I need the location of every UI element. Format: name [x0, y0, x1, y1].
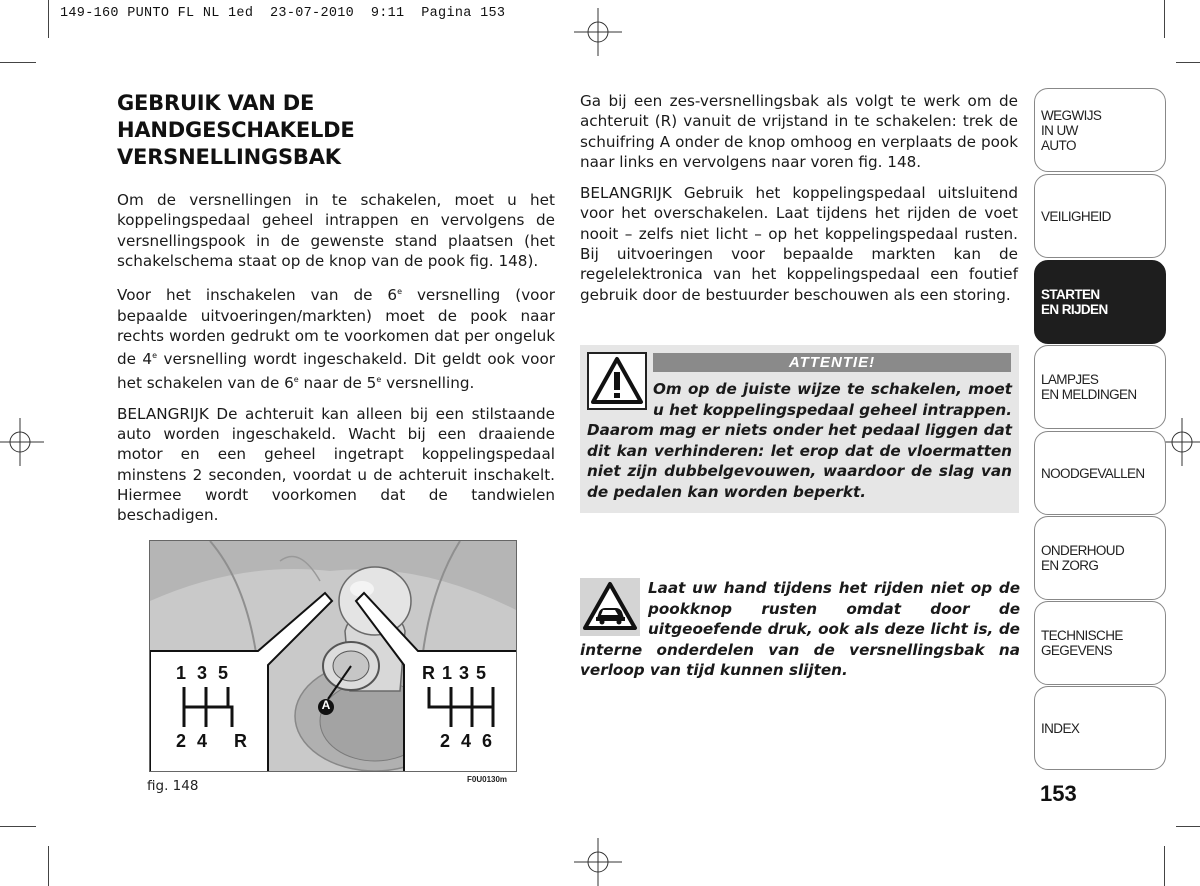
gear-pattern-left-bottom: 2 4 R — [176, 731, 251, 751]
paragraph: BELANGRIJK Gebruik het koppelingspedaal uitsluitend voor het overschakelen. Laat tijdens het rijden de voet nooit – zelfs niet licht – op het koppelingspedaal rusten. Bij uitvoeringen voor bepaalde markten kan de regelelektronica van het koppelingspedaal een foutief gebruik door de bestuurder beschouwen als een storing. — [580, 184, 1018, 304]
caution-text: Laat uw hand tijdens het rijden niet op de pookknop rusten omdat door de uitgeoefende druk, ook als deze licht is, de interne onderdelen van de versnellingsbak na verloop van tijd kunnen slijten. — [580, 579, 1020, 680]
gear-pattern-right-top: R 1 3 5 — [422, 663, 488, 683]
title-line: GEBRUIK VAN DE — [117, 91, 315, 115]
paragraph: Om de versnellingen in te schakelen, moet u het koppelingspedaal geheel intrappen en vervolgens de versnellingspook in de gewenste stand plaatsen (het schakelschema staat op de knop van de pook fig. 148). — [117, 191, 555, 270]
figure-code: F0U0130m — [467, 775, 508, 784]
gear-pattern-left-top: 1 3 5 — [176, 663, 232, 683]
tab-onderhoud-en-zorg[interactable]: ONDERHOUD EN ZORG — [1034, 516, 1166, 600]
registration-mark-left — [0, 418, 44, 466]
gear-shift-figure — [149, 540, 517, 772]
attention-box — [580, 345, 1019, 513]
trim-line — [1164, 0, 1165, 38]
registration-mark-top — [574, 8, 622, 56]
tab-noodgevallen[interactable]: NOODGEVALLEN — [1034, 431, 1166, 515]
trim-line — [1176, 826, 1200, 827]
trim-line — [1164, 846, 1165, 886]
page-number: 153 — [1040, 781, 1077, 806]
title-line: HANDGESCHAKELDE — [117, 118, 355, 142]
paragraph: Ga bij een zes-versnellingsbak als volgt te werk om de achteruit (R) vanuit de vrijstand in te schakelen: trek de schuifring A onder de knop omhoog en verplaats de pook naar links en vervolgens naar voren fig. 148. — [580, 92, 1018, 171]
print-header: 149-160 PUNTO FL NL 1ed 23-07-2010 9:11 Pagina 153 — [60, 6, 506, 21]
right-column — [580, 91, 1018, 316]
tab-wegwijs[interactable]: WEGWIJS IN UW AUTO — [1034, 88, 1166, 172]
figure-caption: fig. 148 — [147, 778, 199, 794]
trim-line — [1176, 62, 1200, 63]
trim-line — [48, 0, 49, 38]
tab-starten-en-rijden[interactable]: STARTEN EN RIJDEN — [1034, 260, 1166, 344]
tab-technische-gegevens[interactable]: TECHNISCHE GEGEVENS — [1034, 601, 1166, 685]
attention-text: Om op de juiste wijze te schakelen, moet u het koppelingspedaal geheel intrappen. Daarom mag er niets onder het pedaal liggen dat dit kan verhinderen: let erop dat de vloermatten niet zijn dubbelgevouwen, waardoor de slag van de pedalen kan worden beperkt. — [587, 380, 1012, 501]
attention-heading: ATTENTIE! — [653, 353, 1011, 372]
tab-veiligheid[interactable]: VEILIGHEID — [1034, 174, 1166, 258]
trim-line — [0, 826, 36, 827]
title-line: VERSNELLINGSBAK — [117, 145, 341, 169]
registration-mark-bottom — [574, 838, 622, 886]
paragraph: BELANGRIJK De achteruit kan alleen bij een stilstaande auto worden ingeschakeld. Wacht bij een draaiende motor en een geheel ingetrapt koppelingspedaal minstens 2 seconden, voordat u de achteruit inschakelt. Hiermee wordt voorkomen dat de tandwielen beschadigen. — [117, 404, 555, 525]
callout-a-label: A — [321, 698, 331, 712]
gear-pattern-right-bottom: 2 4 6 — [440, 731, 496, 751]
tab-lampjes-en-meldingen[interactable]: LAMPJES EN MELDINGEN — [1034, 345, 1166, 429]
paragraph: Voor het inschakelen van de 6e versnelling (voor bepaalde uitvoeringen/markten) moet de pook naar rechts worden gedrukt om te voorkomen dat per ongeluk de 4e versnelling wordt ingeschakeld. Dit geldt ook voor het schakelen van de 6e naar de 5e versnelling. — [117, 286, 556, 392]
trim-line — [0, 62, 36, 63]
trim-line — [48, 846, 49, 886]
car-hazard-icon — [580, 578, 640, 636]
caution-note — [580, 578, 1020, 681]
tab-index[interactable]: INDEX — [1034, 686, 1166, 770]
left-column — [117, 190, 555, 537]
section-title — [117, 90, 447, 171]
